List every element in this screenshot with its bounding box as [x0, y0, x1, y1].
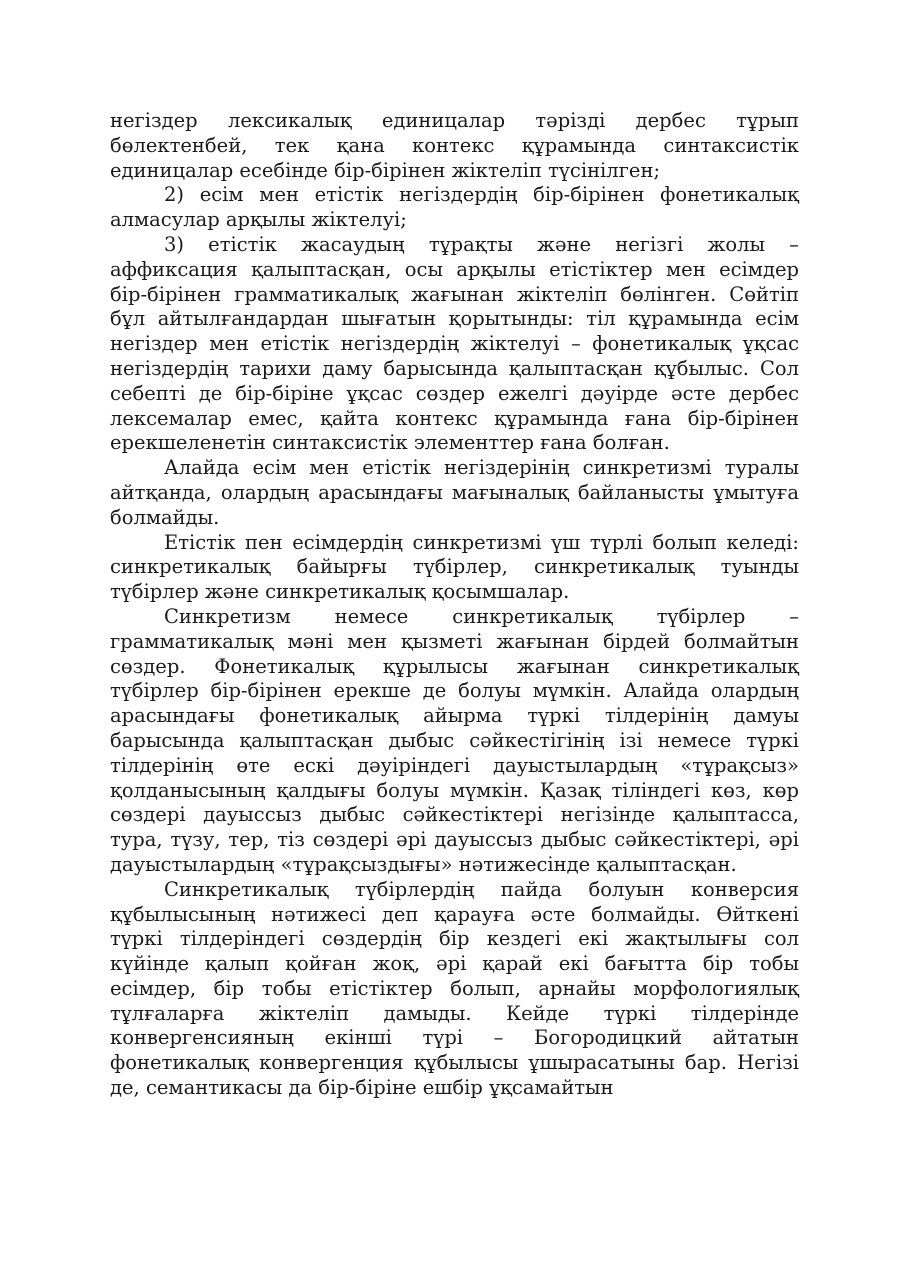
paragraph-continuation: негіздер лексикалық единицалар тәрізді дербес тұрып бөлектенбей, тек қана контекс құрамында синтаксистік единицалар есебінде бір-бірінен жіктеліп түсінілген; [110, 109, 799, 182]
paragraph-item-3: 3) етістік жасаудың тұрақты және негізгі жолы – аффиксация қалыптасқан, осы арқылы етістіктер мен есімдер бір-бірінен грамматикалық жағынан жіктеліп бөлінген. Сөйтіп бұл айтылғандардан шығатын қорытынды: тіл құрамында есім негіздер мен етістік негіздердің жіктелуі – фонетикалық ұқсас негіздердің тарихи даму барысында қалыптасқан құбылыс. Сол себепті де бір-біріне ұқсас сөздер ежелгі дәуірде әсте дербес лексемалар емес, қайта контекс құрамында ғана бір-бірінен ерекшеленетін синтаксистік элементтер ғана болған. [110, 232, 799, 455]
paragraph-item-2: 2) есім мен етістік негіздердің бір-бірінен фонетикалық алмасулар арқылы жіктелуі; [110, 183, 799, 232]
document-page [110, 109, 799, 1101]
paragraph-conversion: Синкретикалық түбірлердің пайда болуын конверсия құбылысының нәтижесі деп қарауға әсте болмайды. Өйткені түркі тілдеріндегі сөздердің бір кездегі екі жақтылығы сол күйінде қалып қойған жоқ, әрі қарай екі бағытта бір тобы есімдер, бір тобы етістіктер болып, арнайы морфологиялық тұлғаларға жіктеліп дамыды. Кейде түркі тілдерінде конвергенсияның екінші түрі – Богородицкий айтатын фонетикалық конвергенция құбылысы ұшырасатыны бар. Негізі де, семантикасы да бір-біріне ешбір ұқсамайтын [110, 877, 799, 1100]
paragraph-syncretism-types: Етістік пен есімдердің синкретизмі үш түрлі болып келеді: синкретикалық байырғы түбірлер, синкретикалық туынды түбірлер және синкретикалық қосымшалар. [110, 530, 799, 604]
paragraph-syncretism-intro: Алайда есім мен етістік негіздерінің синкретизмі туралы айтқанда, олардың арасындағы мағыналық байланысты ұмытуға болмайды. [110, 456, 799, 529]
paragraph-syncretic-roots: Синкретизм немесе синкретикалық түбірлер – грамматикалық мәні мен қызметі жағынан бірдей болмайтын сөздер. Фонетикалық құрылысы жағынан синкретикалық түбірлер бір-бірінен ерекше де болуы мүмкін. Алайда олардың арасындағы фонетикалық айырма түркі тілдерінің дамуы барысында қалыптасқан дыбыс сәйкестігінің ізі немесе түркі тілдерінің өте ескі дәуіріндегі дауыстылардың «тұрақсыз» қолданысының қалдығы болуы мүмкін. Қазақ тіліндегі көз, көр сөздері дауыссыз дыбыс сәйкестіктері негізінде қалыптасса, тура, түзу, тер, тіз сөздері әрі дауыссыз дыбыс сәйкестіктері, әрі дауыстылардың «тұрақсыздығы» нәтижесінде қалыптасқан. [110, 604, 799, 876]
